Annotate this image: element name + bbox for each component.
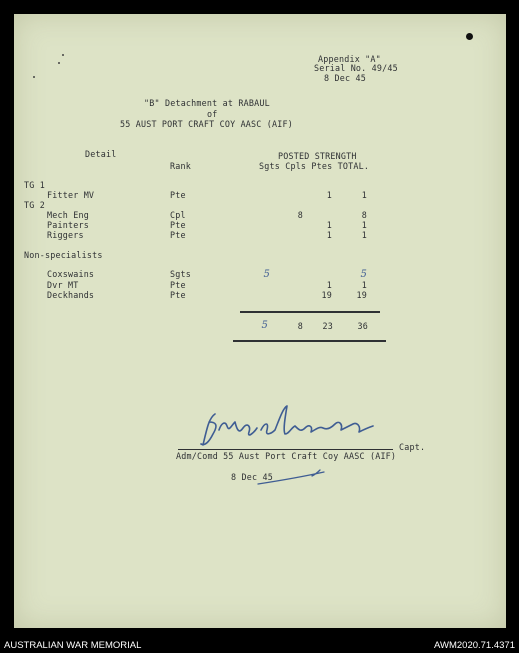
total-sgts: 5 [261, 320, 268, 331]
row-ptes: 1 [326, 220, 332, 230]
row-total: 8 [361, 210, 367, 220]
row-rank: Pte [170, 230, 186, 240]
group-label: TG 2 [24, 200, 45, 210]
row-rank: Cpl [170, 210, 186, 220]
table-rule-upper [240, 311, 380, 313]
row-detail: Deckhands [47, 290, 95, 300]
row-detail: Dvr MT [47, 280, 79, 290]
row-ptes: 1 [326, 280, 332, 290]
table-rule-lower [233, 340, 386, 342]
row-ptes: 1 [326, 230, 332, 240]
row-sgts: 5 [263, 269, 270, 280]
row-detail: Coxswains [47, 269, 95, 279]
footer-left: AUSTRALIAN WAR MEMORIAL [4, 640, 142, 651]
row-rank: Pte [170, 190, 186, 200]
column-subheaders: Sgts Cpls Ptes TOTAL. [259, 161, 370, 171]
row-total: 1 [361, 280, 367, 290]
row-ptes: 1 [326, 190, 332, 200]
row-detail: Mech Eng [47, 210, 89, 220]
heading-line2: of [207, 109, 218, 119]
row-cpls: 8 [297, 210, 303, 220]
heading-line3: 55 AUST PORT CRAFT COY AASC (AIF) [120, 119, 293, 129]
row-rank: Pte [170, 280, 186, 290]
row-rank: Pte [170, 220, 186, 230]
row-total: 1 [361, 220, 367, 230]
total-ptes: 23 [322, 321, 333, 331]
paper-speck [58, 62, 60, 64]
column-rank: Rank [170, 161, 191, 171]
row-rank: Sgts [170, 269, 191, 279]
paper-speck [33, 76, 35, 78]
row-total: 5 [360, 269, 367, 280]
signature-rule [178, 449, 393, 450]
total-cpls: 8 [297, 321, 303, 331]
paper-speck [62, 54, 64, 56]
signature-date: 8 Dec 45 [231, 472, 273, 482]
group-label: TG 1 [24, 180, 45, 190]
row-detail: Painters [47, 220, 89, 230]
row-total: 19 [356, 290, 367, 300]
appendix-date: 8 Dec 45 [324, 73, 366, 83]
row-ptes: 19 [321, 290, 332, 300]
column-posted-strength: POSTED STRENGTH [278, 151, 357, 161]
signatory-rank: Capt. [399, 442, 426, 452]
row-rank: Pte [170, 290, 186, 300]
punch-hole [466, 33, 473, 40]
total-total: 36 [357, 321, 368, 331]
row-detail: Fitter MV [47, 190, 95, 200]
column-detail: Detail [85, 149, 117, 159]
appendix-title: Appendix "A" [318, 54, 381, 64]
signatory-title: Adm/Comd 55 Aust Port Craft Coy AASC (AIF) [176, 451, 397, 461]
date-underline-stroke [254, 468, 344, 488]
appendix-serial: Serial No. 49/45 [314, 63, 398, 73]
heading-line1: "B" Detachment at RABAUL [144, 98, 270, 108]
row-detail: Riggers [47, 230, 84, 240]
row-total: 1 [361, 230, 367, 240]
row-total: 1 [361, 190, 367, 200]
footer-right: AWM2020.71.4371 [434, 640, 515, 651]
group-label: Non-specialists [24, 250, 103, 260]
